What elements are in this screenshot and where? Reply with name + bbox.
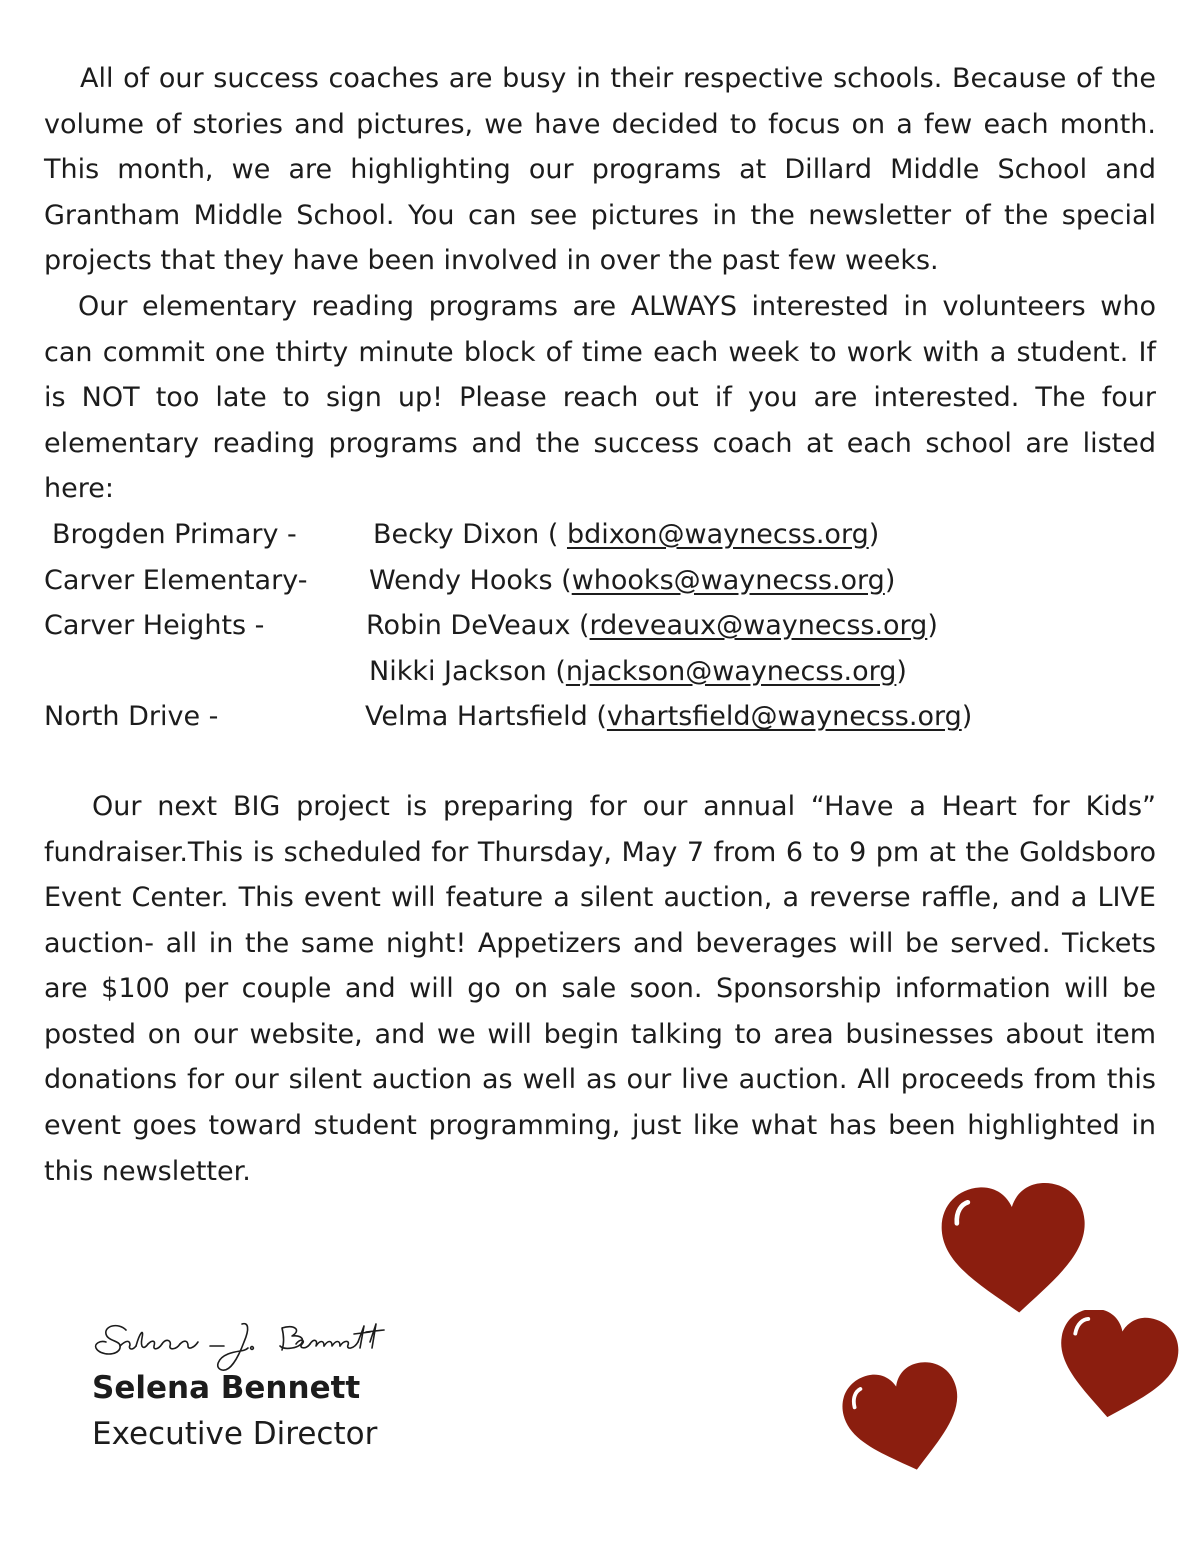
school-name bbox=[44, 649, 369, 695]
list-item bbox=[44, 694, 1156, 740]
school-name: Brogden Primary - bbox=[52, 518, 297, 550]
email-link[interactable]: whooks@waynecss.org bbox=[571, 564, 885, 596]
coach-name: Wendy Hooks (whooks@waynecss.org) bbox=[369, 564, 896, 596]
letter-body bbox=[44, 56, 1156, 1194]
signature-block bbox=[92, 1318, 392, 1454]
heart-icon bbox=[1052, 1310, 1180, 1426]
reading-programs-paragraph: Our elementary reading programs are ALWAYS interested in volunteers who can commit one thirty minute block of time each week to work with a student. If is NOT too late to sign up! Please reach out if you are interested. The four elementary reading programs and the success coach at each school are listed here: bbox=[44, 290, 1156, 505]
coach-name: Nikki Jackson (njackson@waynecss.org) bbox=[369, 655, 907, 687]
signer-name: Selena Bennett bbox=[92, 1370, 361, 1406]
email-link[interactable]: njackson@waynecss.org bbox=[565, 655, 897, 687]
fundraiser-paragraph: Our next BIG project is preparing for our annual “Have a Heart for Kids” fundraiser.This is scheduled for Thursday, May 7 from 6 to 9 pm at the Goldsboro Event Center. This event will feature a silent auction, a reverse raffle, and a LIVE auction- all in the same night! Appetizers and beverages will be served. Tickets are $100 per couple and will go on sale soon. Sponsorship information will be posted on our website, and we will begin talking to area businesses about item donations for our silent auction as well as our live auction. All proceeds from this event goes toward student programming, just like what has been highlighted in this newsletter. bbox=[44, 790, 1156, 1187]
list-item bbox=[44, 512, 1156, 558]
coach-name: Becky Dixon ( bdixon@waynecss.org) bbox=[373, 518, 880, 550]
intro-paragraph: All of our success coaches are busy in their respective schools. Because of the volume of stories and pictures, we have decided to focus on a few each month. This month, we are highlighting our programs at Dillard Middle School and Grantham Middle School. You can see pictures in the newsletter of the special projects that they have been involved in over the past few weeks. bbox=[44, 63, 1156, 277]
contact-list bbox=[44, 512, 1156, 740]
signature-image bbox=[92, 1318, 392, 1374]
heart-icon bbox=[842, 1360, 968, 1484]
signer-title: Executive Director bbox=[92, 1416, 378, 1452]
email-link[interactable]: bdixon@waynecss.org bbox=[566, 518, 869, 550]
list-item bbox=[44, 603, 1156, 649]
email-link[interactable]: rdeveaux@waynecss.org bbox=[589, 610, 928, 642]
school-name: Carver Elementary- bbox=[44, 564, 308, 596]
coach-name: Robin DeVeaux (rdeveaux@waynecss.org) bbox=[366, 610, 938, 642]
email-link[interactable]: vhartsfield@waynecss.org bbox=[606, 701, 962, 733]
school-name: North Drive - bbox=[44, 701, 219, 733]
coach-name: Velma Hartsfield (vhartsfield@waynecss.org) bbox=[365, 701, 973, 733]
heart-icon bbox=[934, 1182, 1096, 1322]
list-item bbox=[44, 649, 1156, 695]
list-item bbox=[44, 558, 1156, 604]
school-name: Carver Heights - bbox=[44, 610, 265, 642]
